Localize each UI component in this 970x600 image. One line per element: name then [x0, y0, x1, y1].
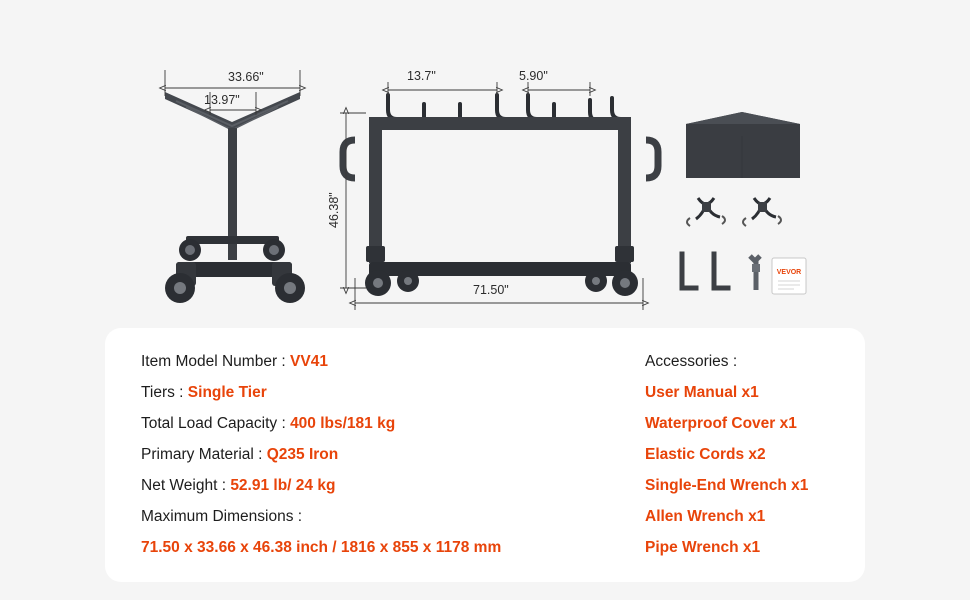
- side-view: [165, 92, 305, 303]
- spec-value-material: Q235 Iron: [266, 446, 339, 463]
- spec-row-tiers: [141, 377, 561, 408]
- dimension-label-length: 71.50": [473, 283, 509, 297]
- spec-label-dimensions: Maximum Dimensions :: [141, 508, 303, 525]
- spec-value-net-weight: 52.91 lb/ 24 kg: [230, 477, 336, 494]
- dimension-label-side-width: 33.66": [228, 70, 264, 84]
- spec-row-dimensions-label: [141, 501, 561, 532]
- spec-row-load-capacity: [141, 408, 561, 439]
- accessory-item-user-manual: User Manual x1: [645, 384, 759, 401]
- accessory-single-end-wrench: [714, 254, 728, 288]
- dimension-label-height: 46.38": [327, 192, 341, 228]
- accessory-elastic-cord-right: [743, 198, 781, 226]
- accessory-pipe-wrench: [750, 256, 760, 290]
- spec-label-load-capacity: Total Load Capacity :: [141, 415, 291, 432]
- accessory-allen-wrench: [682, 254, 696, 288]
- spec-label-material: Primary Material :: [141, 446, 267, 463]
- accessory-item-pipe-wrench: Pipe Wrench x1: [645, 539, 761, 556]
- spec-value-model: VV41: [290, 353, 328, 370]
- spec-label-net-weight: Net Weight :: [141, 477, 231, 494]
- spec-label-model: Item Model Number :: [141, 353, 291, 370]
- dimension-label-hook-spacing-2: 5.90": [519, 69, 548, 83]
- accessories-title: Accessories :: [645, 353, 738, 370]
- specifications-card: [105, 328, 865, 582]
- front-view: [343, 95, 658, 296]
- accessory-user-manual: [772, 258, 806, 294]
- spec-row-material: [141, 439, 561, 470]
- spec-row-model: [141, 346, 561, 377]
- accessory-item-elastic-cords: Elastic Cords x2: [645, 446, 766, 463]
- accessory-item-waterproof-cover: Waterproof Cover x1: [645, 415, 797, 432]
- spec-value-tiers: Single Tier: [187, 384, 267, 401]
- accessory-item-single-end-wrench: Single-End Wrench x1: [645, 477, 809, 494]
- accessory-elastic-cord-left: [687, 198, 725, 226]
- dimension-label-side-inner-width: 13.97": [204, 93, 240, 107]
- spec-value-dimensions: 71.50 x 33.66 x 46.38 inch / 1816 x 855 x 1178 mm: [141, 539, 502, 556]
- spec-row-net-weight: [141, 470, 561, 501]
- accessory-item-allen-wrench: Allen Wrench x1: [645, 508, 766, 525]
- accessory-waterproof-cover: [686, 112, 800, 178]
- spec-row-dimensions-value: [141, 532, 561, 563]
- specifications-list: [141, 346, 561, 563]
- dimension-label-hook-spacing-1: 13.7": [407, 69, 436, 83]
- spec-label-tiers: Tiers :: [141, 384, 188, 401]
- accessories-list: [645, 346, 875, 563]
- spec-value-load-capacity: 400 lbs/181 kg: [290, 415, 396, 432]
- svg-text:VEVOR: VEVOR: [776, 269, 802, 276]
